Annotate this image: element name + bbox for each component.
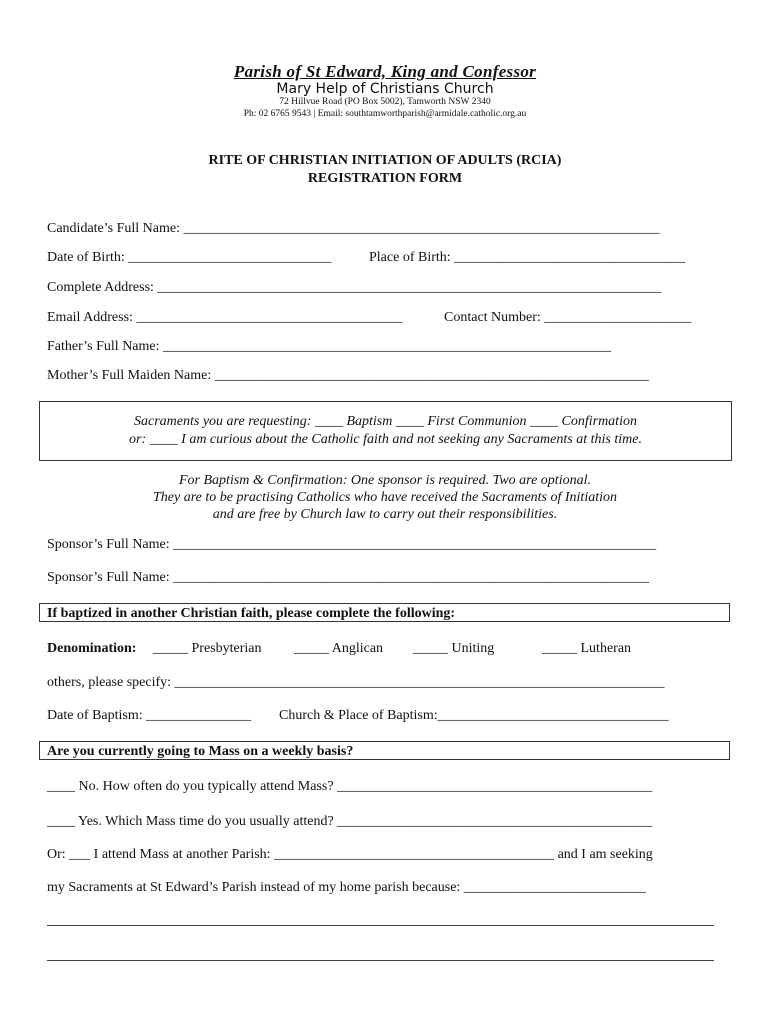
sponsor-2-field[interactable]: Sponsor’s Full Name: ____________________________________________________________________ — [47, 570, 650, 585]
option-presbyterian[interactable]: _____ Presbyterian — [153, 641, 262, 656]
curious-line[interactable]: or: ____ I am curious about the Catholic faith and not seeking any Sacraments at this time. — [129, 432, 642, 447]
form-subtitle: REGISTRATION FORM — [307, 171, 463, 186]
church-name: Mary Help of Christians Church — [276, 81, 494, 97]
mass-no-field[interactable]: ____ No. How often do you typically attend Mass? _____________________________________________ — [47, 779, 653, 794]
contact-number-field[interactable]: Contact Number: _____________________ — [444, 310, 692, 325]
full-name-field[interactable]: Candidate’s Full Name: ____________________________________________________________________ — [47, 221, 660, 236]
option-lutheran[interactable]: _____ Lutheran — [542, 641, 632, 656]
address-field[interactable]: Complete Address: ________________________________________________________________________ — [47, 280, 662, 295]
form-title: RITE OF CHRISTIAN INITIATION OF ADULTS (RCIA) — [208, 153, 562, 168]
father-name-field[interactable]: Father’s Full Name: ________________________________________________________________ — [47, 339, 612, 354]
reason-field[interactable]: my Sacraments at St Edward’s Parish instead of my home parish because: __________________________ — [47, 880, 646, 895]
reason-continuation-line-1[interactable] — [47, 925, 714, 926]
option-anglican[interactable]: _____ Anglican — [294, 641, 384, 656]
sacraments-request-line[interactable]: Sacraments you are requesting: ____ Baptism ____ First Communion ____ Confirmation — [134, 414, 637, 429]
church-place-baptism-field[interactable]: Church & Place of Baptism:_________________________________ — [279, 708, 669, 723]
sponsor-1-field[interactable]: Sponsor’s Full Name: _____________________________________________________________________ — [47, 537, 657, 552]
date-of-baptism-field[interactable]: Date of Baptism: _______________ — [47, 708, 252, 723]
mother-name-field[interactable]: Mother’s Full Maiden Name: ______________________________________________________________ — [47, 368, 649, 383]
email-field[interactable]: Email Address: ______________________________________ — [47, 310, 403, 325]
sponsor-note-1: For Baptism & Confirmation: One sponsor is required. Two are optional. — [179, 473, 591, 488]
baptized-section-header: If baptized in another Christian faith, please complete the following: — [39, 603, 730, 622]
denomination-label: Denomination: — [47, 641, 137, 656]
other-parish-field[interactable]: Or: ___ I attend Mass at another Parish: ________________________________________ and I am seeking — [47, 847, 653, 862]
sacraments-box — [39, 401, 732, 461]
parish-name: Parish of St Edward, King and Confessor — [233, 62, 537, 81]
option-uniting[interactable]: _____ Uniting — [413, 641, 495, 656]
mass-section-header: Are you currently going to Mass on a weekly basis? — [39, 741, 730, 760]
parish-contact: Ph: 02 6765 9543 | Email: southtamworthparish@armidale.catholic.org.au — [243, 109, 527, 119]
dob-field[interactable]: Date of Birth: _____________________________ — [47, 250, 332, 265]
others-specify-field[interactable]: others, please specify: ______________________________________________________________________ — [47, 675, 665, 690]
mass-yes-field[interactable]: ____ Yes. Which Mass time do you usually attend? _____________________________________________ — [47, 814, 653, 829]
sponsor-note-2: They are to be practising Catholics who have received the Sacraments of Initiation — [153, 490, 617, 505]
reason-continuation-line-2[interactable] — [47, 960, 714, 961]
parish-address: 72 Hillvue Road (PO Box 5002), Tamworth NSW 2340 — [279, 97, 491, 107]
pob-field[interactable]: Place of Birth: _________________________________ — [369, 250, 686, 265]
sponsor-note-3: and are free by Church law to carry out their responsibilities. — [212, 507, 558, 522]
